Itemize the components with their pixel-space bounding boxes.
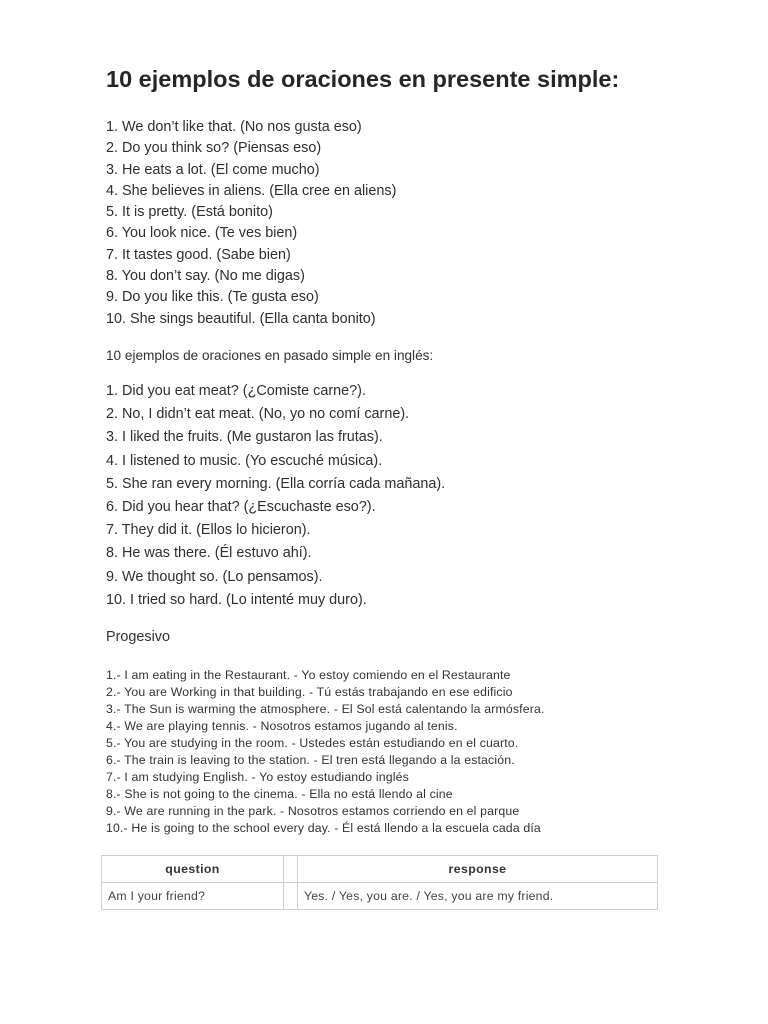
list-item: 2. Do you think so? (Piensas eso) bbox=[106, 140, 322, 157]
list-item: 5. It is pretty. (Está bonito) bbox=[106, 204, 273, 221]
past-simple-heading: 10 ejemplos de oraciones en pasado simple en inglés: bbox=[106, 348, 434, 363]
list-item: 9.- We are running in the park. - Nosotros estamos corriendo en el parque bbox=[106, 804, 520, 818]
header-question: question bbox=[102, 856, 284, 883]
list-item: 4. I listened to music. (Yo escuché música). bbox=[106, 452, 383, 469]
list-item: 2.- You are Working in that building. - Tú estás trabajando en ese edificio bbox=[106, 685, 513, 699]
list-item: 5.- You are studying in the room. - Ustedes están estudiando en el cuarto. bbox=[106, 736, 519, 750]
header-spacer bbox=[284, 856, 298, 883]
list-item: 6. You look nice. (Te ves bien) bbox=[106, 225, 298, 242]
list-item: 7.- I am studying English. - Yo estoy estudiando inglés bbox=[106, 770, 409, 784]
list-item: 2. No, I didn’t eat meat. (No, yo no comí carne). bbox=[106, 406, 410, 423]
list-item: 10. She sings beautiful. (Ella canta bonito) bbox=[106, 310, 376, 327]
list-item: 4.- We are playing tennis. - Nosotros estamos jugando al tenis. bbox=[106, 719, 458, 733]
list-item: 3.- The Sun is warming the atmosphere. - El Sol está calentando la armósfera. bbox=[106, 702, 545, 716]
list-item: 9. We thought so. (Lo pensamos). bbox=[106, 568, 323, 585]
list-item: 1.- I am eating in the Restaurant. - Yo estoy comiendo en el Restaurante bbox=[106, 668, 511, 682]
list-item: 10. I tried so hard. (Lo intenté muy duro). bbox=[106, 591, 367, 608]
list-item: 10.- He is going to the school every day. - Él está llendo a la escuela cada día bbox=[106, 821, 541, 835]
list-item: 1. We don’t like that. (No nos gusta eso) bbox=[106, 119, 362, 135]
cell-question: Am I your friend? bbox=[102, 883, 284, 910]
table-row bbox=[102, 883, 658, 910]
past-simple-list bbox=[106, 380, 445, 612]
list-item: 6.- The train is leaving to the station. - El tren está llegando a la estación. bbox=[106, 753, 515, 767]
cell-response: Yes. / Yes, you are. / Yes, you are my friend. bbox=[298, 883, 658, 910]
list-item: 8. You don’t say. (No me digas) bbox=[106, 268, 305, 285]
list-item: 4. She believes in aliens. (Ella cree en aliens) bbox=[106, 182, 397, 199]
present-simple-list bbox=[106, 117, 396, 330]
list-item: 1. Did you eat meat? (¿Comiste carne?). bbox=[106, 383, 366, 399]
header-response: response bbox=[298, 856, 658, 883]
list-item: 3. I liked the fruits. (Me gustaron las frutas). bbox=[106, 429, 383, 446]
list-item: 9. Do you like this. (Te gusta eso) bbox=[106, 289, 319, 306]
list-item: 8. He was there. (Él estuvo ahí). bbox=[106, 545, 312, 562]
list-item: 5. She ran every morning. (Ella corría cada mañana). bbox=[106, 475, 446, 492]
cell-spacer bbox=[284, 883, 298, 910]
list-item: 8.- She is not going to the cinema. - Ella no está llendo al cine bbox=[106, 787, 453, 801]
page-title: 10 ejemplos de oraciones en presente simple: bbox=[106, 66, 620, 92]
table-header-row bbox=[102, 856, 658, 883]
list-item: 3. He eats a lot. (El come mucho) bbox=[106, 161, 320, 178]
list-item: 7. They did it. (Ellos lo hicieron). bbox=[106, 522, 311, 539]
list-item: 6. Did you hear that? (¿Escuchaste eso?). bbox=[106, 499, 376, 516]
progressive-heading: Progesivo bbox=[106, 629, 170, 645]
list-item: 7. It tastes good. (Sabe bien) bbox=[106, 246, 291, 263]
question-response-table bbox=[101, 855, 658, 910]
progressive-list bbox=[106, 667, 545, 837]
